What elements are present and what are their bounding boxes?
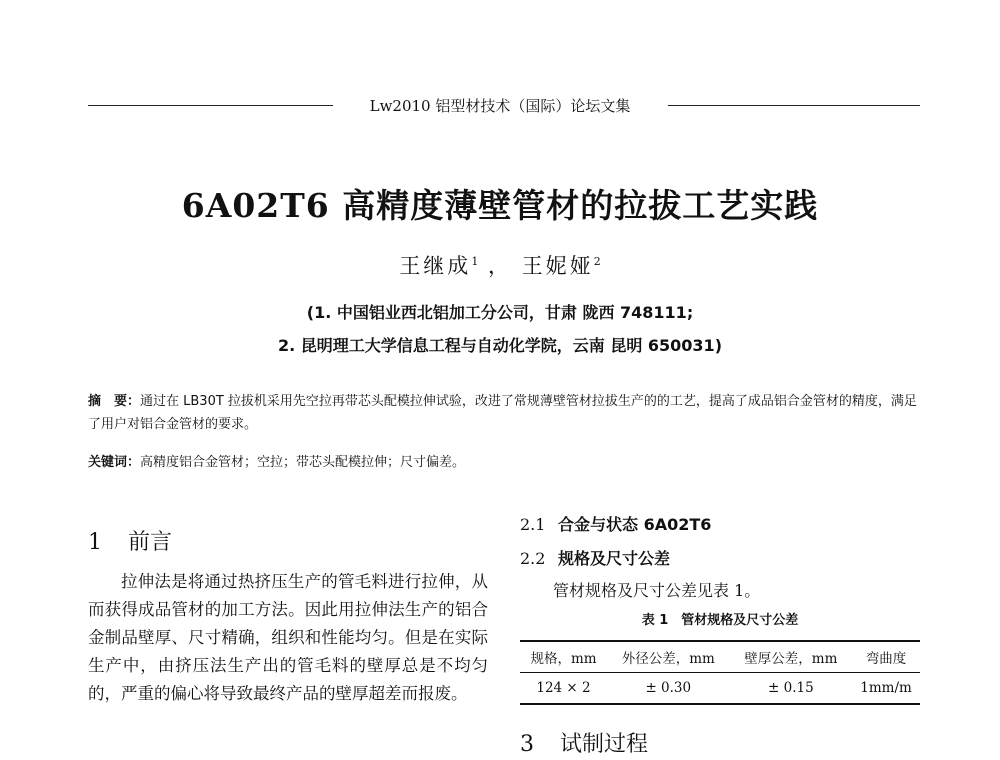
keywords-label: 关键词： [88, 455, 141, 470]
affiliation-line: (1. 中国铝业西北铝加工分公司，甘肃 陇西 748111; [306, 303, 694, 322]
section-2-1-heading [520, 512, 711, 535]
table-1 [520, 640, 920, 705]
section-number: 1 [88, 530, 102, 555]
section-2-2-text: 管材规格及尺寸公差见表 1。 [553, 581, 761, 600]
header-rule-right [668, 105, 920, 106]
section-title: 前言 [128, 530, 173, 555]
table-header-cell: 弯曲度 [865, 651, 907, 667]
author-name: 王妮娅 [521, 254, 594, 278]
abstract-label: 摘 要： [88, 394, 141, 409]
keywords-text: 高精度铝合金管材；空拉；带芯头配模拉伸；尺寸偏差。 [140, 455, 466, 470]
section-title: 合金与状态 6A02T6 [558, 515, 712, 534]
section-1-heading [88, 525, 172, 556]
table-header-cell: 规格，mm [530, 651, 597, 667]
author-affiliation-mark: 2 [593, 255, 601, 268]
running-header: Lw2010 铝型材技术（国际）论坛文集 [369, 97, 631, 115]
table-cell: 124 × 2 [536, 680, 591, 696]
author-separator: ， [488, 254, 512, 278]
paragraph-text: 拉伸法是将通过热挤压生产的管毛料进行拉伸，从而获得成品管材的加工方法。因此用拉伸法生产的铝合金制品壁厚、尺寸精确，组织和性能均匀。但是在实际生产中，由挤压法生产出的管毛料的壁厚总是不均匀的，严重的偏心将导致最终产品的壁厚超差而报废。 [88, 572, 488, 703]
section-number: 2.1 [520, 515, 546, 534]
section-number: 3 [520, 732, 534, 757]
author-name: 王继成 [399, 254, 472, 278]
table-header-cell: 壁厚公差，mm [744, 651, 838, 667]
table-header-cell: 外径公差，mm [621, 651, 715, 667]
keywords [88, 451, 920, 474]
table-cell: ± 0.30 [645, 680, 692, 696]
table-row [520, 673, 920, 705]
section-3-heading [520, 727, 648, 758]
table-header-row [520, 641, 920, 673]
section-number: 2.2 [520, 549, 546, 568]
author-line [0, 250, 1000, 280]
table-cell: ± 0.15 [768, 680, 814, 696]
section-2-2-heading [520, 546, 670, 569]
table-caption: 表 1 管材规格及尺寸公差 [641, 613, 799, 628]
paper-title: 6A02T6 高精度薄壁管材的拉拔工艺实践 [181, 186, 819, 225]
table-cell: 1mm/m [860, 680, 912, 696]
section-1-paragraph [88, 568, 488, 708]
section-title: 规格及尺寸公差 [558, 549, 671, 568]
abstract [88, 390, 920, 436]
abstract-text: 通过在 LB30T 拉拔机采用先空拉再带芯头配模拉伸试验，改进了常规薄壁管材拉拔生产的的工艺，提高了成品铝合金管材的精度，满足了用户对铝合金管材的要求。 [88, 394, 917, 432]
section-title: 试制过程 [560, 732, 649, 757]
affiliation-line: 2. 昆明理工大学信息工程与自动化学院，云南 昆明 650031) [277, 336, 723, 355]
author-affiliation-mark: 1 [471, 255, 479, 268]
